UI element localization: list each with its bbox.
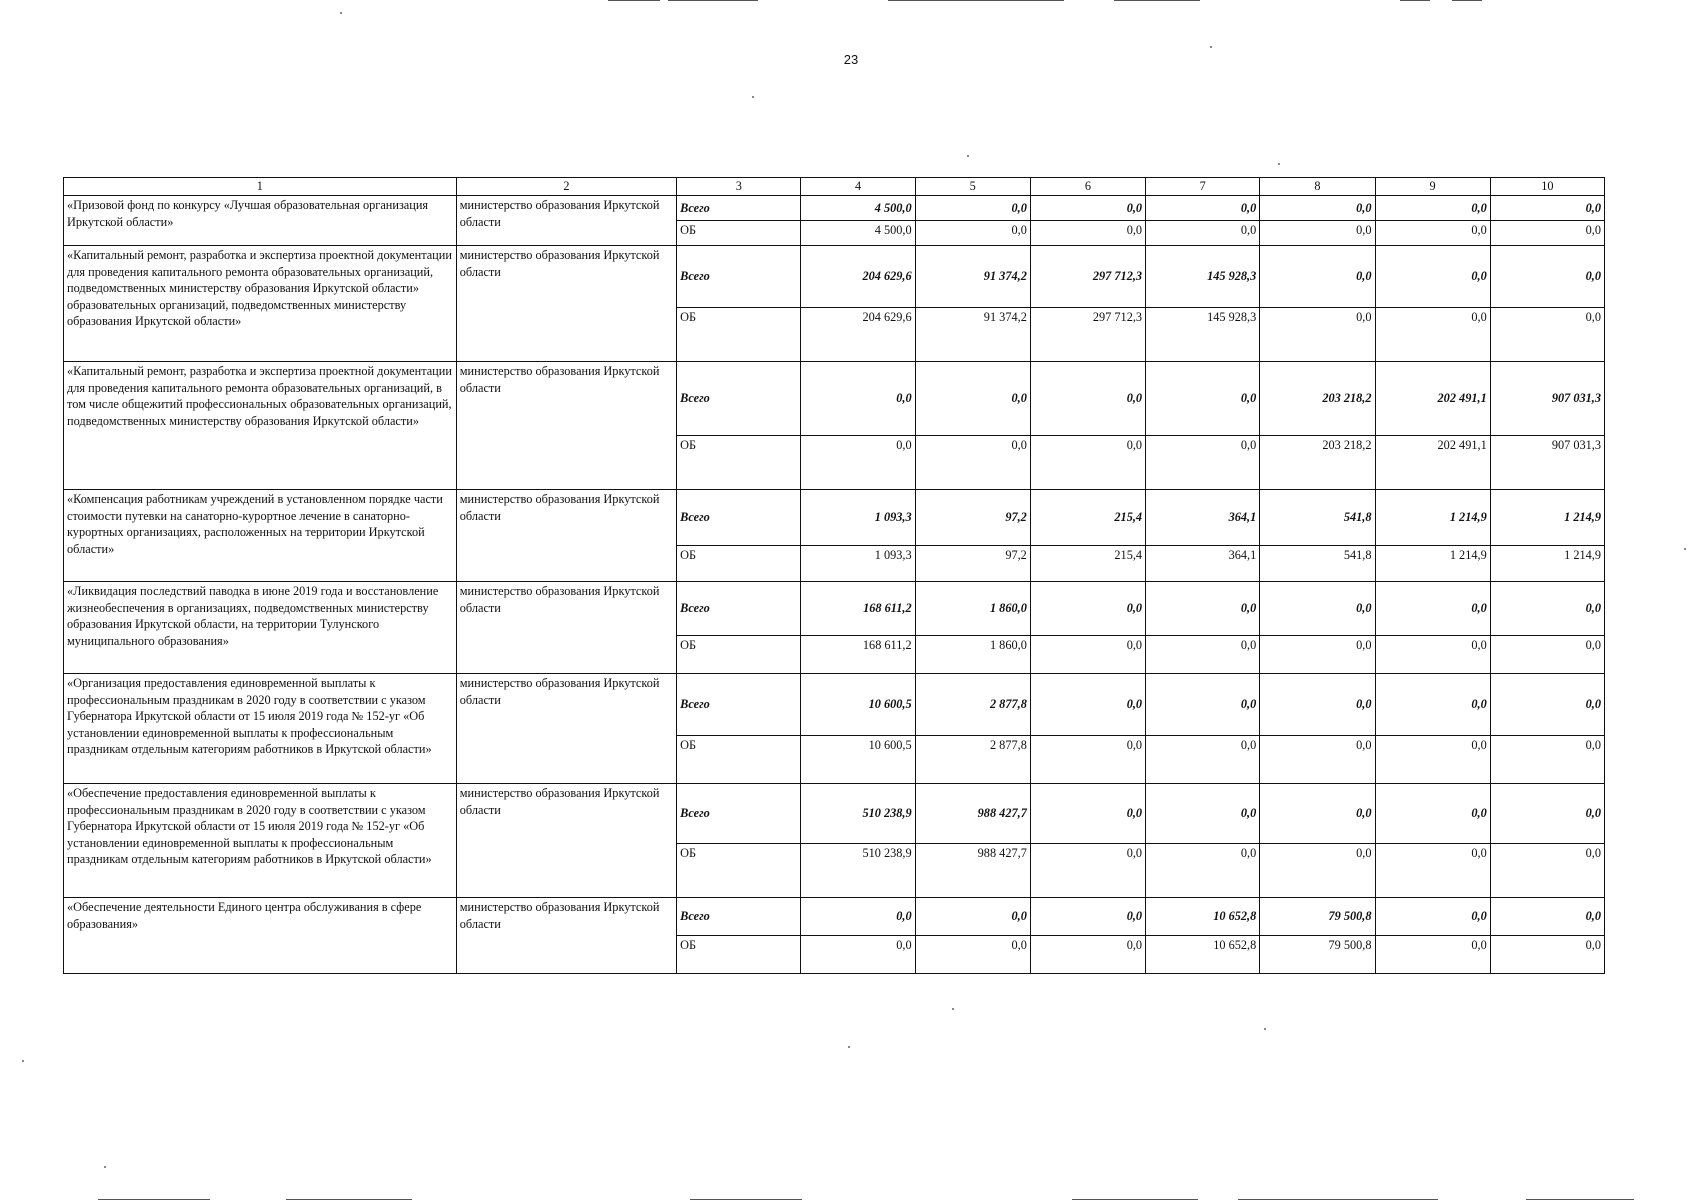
column-number-header: 3	[677, 178, 801, 196]
funding-source-label: ОБ	[677, 636, 801, 674]
activity-description: «Организация предоставления единовременной выплаты к профессиональным праздникам в 2020 году в соответствии с указом Губернатора Иркутской области от 15 июля 2019 года № 152-уг «Об установлении единовременной выплаты к профессиональным праздникам отдельным категориям работников в Иркутской области»	[64, 674, 457, 784]
total-value-cell: 364,1	[1146, 490, 1260, 546]
total-value-cell: 0,0	[1260, 246, 1375, 308]
funding-total-label: Всего	[677, 582, 801, 636]
total-value-cell: 1 093,3	[801, 490, 915, 546]
responsible-organization: министерство образования Иркутской области	[456, 196, 676, 246]
funding-source-label: ОБ	[677, 221, 801, 246]
regional-budget-value-cell: 0,0	[1375, 221, 1490, 246]
total-value-cell: 0,0	[1030, 196, 1145, 221]
column-number-header: 8	[1260, 178, 1375, 196]
scan-artifact	[1452, 0, 1482, 1]
regional-budget-value-cell: 0,0	[1030, 844, 1145, 898]
regional-budget-value-cell: 0,0	[915, 936, 1030, 974]
responsible-organization: министерство образования Иркутской области	[456, 674, 676, 784]
regional-budget-value-cell: 0,0	[1030, 736, 1145, 784]
column-number-header: 2	[456, 178, 676, 196]
total-value-cell: 0,0	[915, 196, 1030, 221]
total-value-cell: 0,0	[1030, 898, 1145, 936]
responsible-organization: министерство образования Иркутской области	[456, 784, 676, 898]
regional-budget-value-cell: 0,0	[1490, 936, 1604, 974]
page-number: 23	[843, 52, 859, 67]
total-value-cell: 2 877,8	[915, 674, 1030, 736]
regional-budget-value-cell: 541,8	[1260, 546, 1375, 582]
column-number-row	[64, 178, 1605, 196]
total-value-cell: 0,0	[1490, 898, 1604, 936]
table-row-total	[64, 362, 1605, 436]
regional-budget-value-cell: 0,0	[1146, 221, 1260, 246]
regional-budget-value-cell: 1 860,0	[915, 636, 1030, 674]
total-value-cell: 510 238,9	[801, 784, 915, 844]
scan-artifact	[1400, 0, 1430, 1]
responsible-organization: министерство образования Иркутской области	[456, 490, 676, 582]
regional-budget-value-cell: 0,0	[915, 436, 1030, 490]
regional-budget-value-cell: 4 500,0	[801, 221, 915, 246]
scan-artifact	[340, 12, 342, 14]
total-value-cell: 907 031,3	[1490, 362, 1604, 436]
regional-budget-value-cell: 0,0	[1030, 936, 1145, 974]
funding-source-label: ОБ	[677, 736, 801, 784]
regional-budget-value-cell: 510 238,9	[801, 844, 915, 898]
table-row-total	[64, 674, 1605, 736]
regional-budget-value-cell: 0,0	[801, 936, 915, 974]
total-value-cell: 0,0	[1375, 898, 1490, 936]
funding-source-label: ОБ	[677, 308, 801, 362]
total-value-cell: 0,0	[1146, 674, 1260, 736]
total-value-cell: 0,0	[1490, 246, 1604, 308]
regional-budget-value-cell: 364,1	[1146, 546, 1260, 582]
regional-budget-value-cell: 0,0	[1375, 844, 1490, 898]
regional-budget-value-cell: 203 218,2	[1260, 436, 1375, 490]
funding-total-label: Всего	[677, 246, 801, 308]
total-value-cell: 0,0	[1030, 582, 1145, 636]
regional-budget-value-cell: 0,0	[1146, 436, 1260, 490]
regional-budget-value-cell: 0,0	[1260, 636, 1375, 674]
total-value-cell: 0,0	[1030, 674, 1145, 736]
regional-budget-value-cell: 297 712,3	[1030, 308, 1145, 362]
total-value-cell: 0,0	[1375, 784, 1490, 844]
table-body	[64, 196, 1605, 974]
regional-budget-value-cell: 0,0	[1146, 636, 1260, 674]
regional-budget-value-cell: 0,0	[1260, 844, 1375, 898]
regional-budget-value-cell: 0,0	[801, 436, 915, 490]
regional-budget-value-cell: 1 214,9	[1490, 546, 1604, 582]
total-value-cell: 0,0	[1146, 362, 1260, 436]
regional-budget-value-cell: 0,0	[1260, 221, 1375, 246]
total-value-cell: 0,0	[801, 898, 915, 936]
total-value-cell: 203 218,2	[1260, 362, 1375, 436]
total-value-cell: 0,0	[1030, 784, 1145, 844]
scan-artifact	[967, 155, 969, 157]
total-value-cell: 1 214,9	[1375, 490, 1490, 546]
total-value-cell: 1 214,9	[1490, 490, 1604, 546]
total-value-cell: 1 860,0	[915, 582, 1030, 636]
total-value-cell: 4 500,0	[801, 196, 915, 221]
total-value-cell: 204 629,6	[801, 246, 915, 308]
regional-budget-value-cell: 91 374,2	[915, 308, 1030, 362]
regional-budget-value-cell: 2 877,8	[915, 736, 1030, 784]
total-value-cell: 97,2	[915, 490, 1030, 546]
total-value-cell: 297 712,3	[1030, 246, 1145, 308]
total-value-cell: 0,0	[915, 362, 1030, 436]
funding-source-label: ОБ	[677, 844, 801, 898]
regional-budget-value-cell: 1 214,9	[1375, 546, 1490, 582]
funding-source-label: ОБ	[677, 546, 801, 582]
scan-artifact	[1264, 1028, 1266, 1030]
total-value-cell: 0,0	[1375, 196, 1490, 221]
activity-description: «Обеспечение деятельности Единого центра обслуживания в сфере образования»	[64, 898, 457, 974]
funding-total-label: Всего	[677, 362, 801, 436]
activity-description: «Призовой фонд по конкурсу «Лучшая образовательная организация Иркутской области»	[64, 196, 457, 246]
regional-budget-value-cell: 215,4	[1030, 546, 1145, 582]
regional-budget-value-cell: 145 928,3	[1146, 308, 1260, 362]
total-value-cell: 0,0	[1260, 582, 1375, 636]
regional-budget-value-cell: 0,0	[1146, 844, 1260, 898]
funding-source-label: ОБ	[677, 436, 801, 490]
regional-budget-value-cell: 0,0	[1375, 636, 1490, 674]
regional-budget-value-cell: 0,0	[915, 221, 1030, 246]
total-value-cell: 0,0	[1260, 784, 1375, 844]
total-value-cell: 0,0	[1260, 674, 1375, 736]
activity-description: «Ликвидация последствий паводка в июне 2019 года и восстановление жизнеобеспечения в организациях, подведомственных министерству образования Иркутской области, на территории Тулунского муниципального образования»	[64, 582, 457, 674]
regional-budget-value-cell: 202 491,1	[1375, 436, 1490, 490]
scan-artifact	[752, 96, 754, 98]
table-row-total	[64, 196, 1605, 221]
total-value-cell: 0,0	[801, 362, 915, 436]
table-row-total	[64, 490, 1605, 546]
regional-budget-value-cell: 0,0	[1375, 936, 1490, 974]
total-value-cell: 0,0	[1375, 674, 1490, 736]
total-value-cell: 0,0	[1146, 784, 1260, 844]
regional-budget-value-cell: 0,0	[1030, 636, 1145, 674]
regional-budget-value-cell: 0,0	[1030, 436, 1145, 490]
total-value-cell: 0,0	[1375, 582, 1490, 636]
scan-artifact	[608, 0, 660, 1]
total-value-cell: 215,4	[1030, 490, 1145, 546]
column-number-header: 9	[1375, 178, 1490, 196]
regional-budget-value-cell: 79 500,8	[1260, 936, 1375, 974]
scan-artifact	[888, 0, 1064, 1]
regional-budget-value-cell: 0,0	[1490, 844, 1604, 898]
funding-total-label: Всего	[677, 674, 801, 736]
regional-budget-value-cell: 0,0	[1260, 736, 1375, 784]
total-value-cell: 541,8	[1260, 490, 1375, 546]
activity-description: «Обеспечение предоставления единовременной выплаты к профессиональным праздникам в 2020 году в соответствии с указом Губернатора Иркутской области от 15 июля 2019 года № 152-уг «Об установлении единовременной выплаты к профессиональным праздникам отдельным категориям работников в Иркутской области»	[64, 784, 457, 898]
funding-total-label: Всего	[677, 898, 801, 936]
scan-artifact	[1210, 46, 1212, 48]
scan-artifact	[1684, 548, 1686, 550]
total-value-cell: 0,0	[1490, 674, 1604, 736]
regional-budget-value-cell: 0,0	[1490, 636, 1604, 674]
regional-budget-value-cell: 97,2	[915, 546, 1030, 582]
regional-budget-value-cell: 1 093,3	[801, 546, 915, 582]
funding-total-label: Всего	[677, 784, 801, 844]
funding-total-label: Всего	[677, 490, 801, 546]
regional-budget-value-cell: 168 611,2	[801, 636, 915, 674]
scan-artifact	[104, 1166, 106, 1168]
regional-budget-value-cell: 204 629,6	[801, 308, 915, 362]
scan-artifact	[22, 1060, 24, 1062]
total-value-cell: 0,0	[1375, 246, 1490, 308]
budget-table	[63, 177, 1605, 974]
total-value-cell: 145 928,3	[1146, 246, 1260, 308]
column-number-header: 10	[1490, 178, 1604, 196]
total-value-cell: 202 491,1	[1375, 362, 1490, 436]
total-value-cell: 168 611,2	[801, 582, 915, 636]
total-value-cell: 0,0	[1490, 196, 1604, 221]
regional-budget-value-cell: 0,0	[1146, 736, 1260, 784]
total-value-cell: 10 652,8	[1146, 898, 1260, 936]
regional-budget-value-cell: 0,0	[1260, 308, 1375, 362]
total-value-cell: 10 600,5	[801, 674, 915, 736]
scan-artifact	[848, 1046, 850, 1048]
total-value-cell: 79 500,8	[1260, 898, 1375, 936]
scan-artifact	[668, 0, 758, 1]
funding-source-label: ОБ	[677, 936, 801, 974]
responsible-organization: министерство образования Иркутской области	[456, 362, 676, 490]
activity-description: «Капитальный ремонт, разработка и экспертиза проектной документации для проведения капитального ремонта образовательных организаций, подведомственных министерству образования Иркутской области» образовательных организаций, подведомственных министерству образования Иркутской области»	[64, 246, 457, 362]
total-value-cell: 0,0	[1146, 196, 1260, 221]
regional-budget-value-cell: 0,0	[1375, 736, 1490, 784]
column-number-header: 4	[801, 178, 915, 196]
total-value-cell: 0,0	[1146, 582, 1260, 636]
total-value-cell: 0,0	[915, 898, 1030, 936]
column-number-header: 5	[915, 178, 1030, 196]
scan-artifact	[1278, 163, 1280, 165]
total-value-cell: 0,0	[1490, 582, 1604, 636]
activity-description: «Компенсация работникам учреждений в установленном порядке части стоимости путевки на санаторно-курортное лечение в санаторно-курортных организациях, расположенных на территории Иркутской области»	[64, 490, 457, 582]
activity-description: «Капитальный ремонт, разработка и экспертиза проектной документации для проведения капитального ремонта образовательных организаций, в том числе общежитий профессиональных образовательных организаций, подведомственных министерству образования Иркутской области»	[64, 362, 457, 490]
column-number-header: 1	[64, 178, 457, 196]
regional-budget-value-cell: 0,0	[1030, 221, 1145, 246]
scan-artifact	[952, 1008, 954, 1010]
total-value-cell: 0,0	[1030, 362, 1145, 436]
table-row-total	[64, 582, 1605, 636]
regional-budget-value-cell: 988 427,7	[915, 844, 1030, 898]
regional-budget-value-cell: 10 600,5	[801, 736, 915, 784]
total-value-cell: 91 374,2	[915, 246, 1030, 308]
funding-total-label: Всего	[677, 196, 801, 221]
total-value-cell: 988 427,7	[915, 784, 1030, 844]
regional-budget-value-cell: 10 652,8	[1146, 936, 1260, 974]
table-row-total	[64, 784, 1605, 844]
regional-budget-value-cell: 907 031,3	[1490, 436, 1604, 490]
regional-budget-value-cell: 0,0	[1490, 736, 1604, 784]
table-row-total	[64, 898, 1605, 936]
responsible-organization: министерство образования Иркутской области	[456, 246, 676, 362]
regional-budget-value-cell: 0,0	[1490, 308, 1604, 362]
regional-budget-value-cell: 0,0	[1490, 221, 1604, 246]
table-row-total	[64, 246, 1605, 308]
total-value-cell: 0,0	[1490, 784, 1604, 844]
responsible-organization: министерство образования Иркутской области	[456, 582, 676, 674]
column-number-header: 7	[1146, 178, 1260, 196]
column-number-header: 6	[1030, 178, 1145, 196]
regional-budget-value-cell: 0,0	[1375, 308, 1490, 362]
responsible-organization: министерство образования Иркутской области	[456, 898, 676, 974]
scan-artifact	[1114, 0, 1200, 1]
total-value-cell: 0,0	[1260, 196, 1375, 221]
